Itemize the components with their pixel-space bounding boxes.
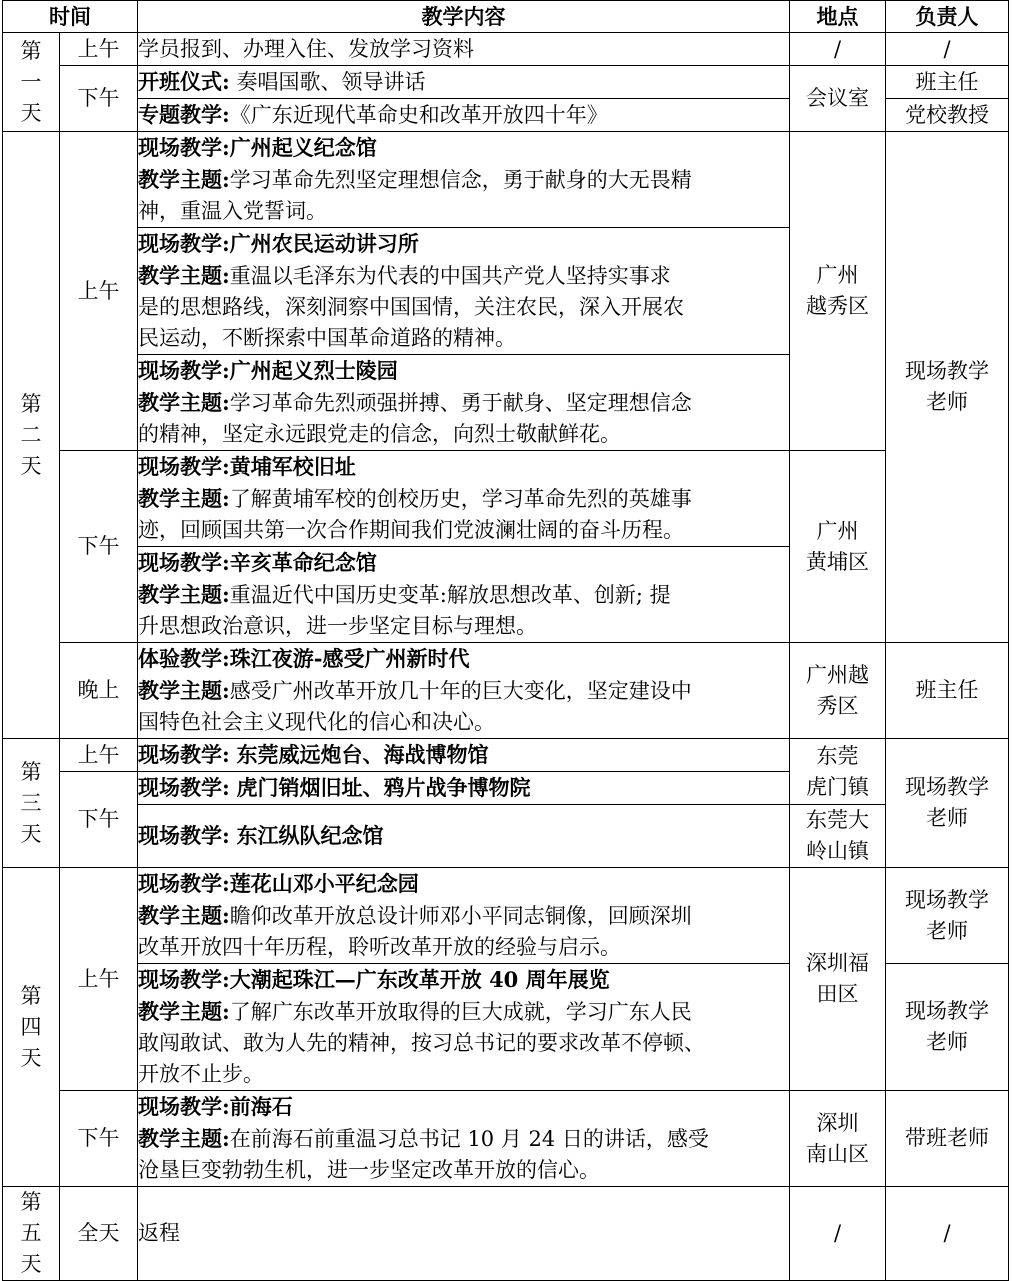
- period-pm: 下午: [60, 1091, 138, 1187]
- location-cell: 广州越 秀区: [790, 643, 886, 739]
- day-2: 第 二 天: [3, 132, 60, 739]
- table-header-row: [3, 1, 1009, 33]
- content-cell: 现场教学:莲花山邓小平纪念园 教学主题:瞻仰改革开放总设计师邓小平同志铜像，回顾深圳 改革开放四十年历程，聆听改革开放的经验与启示。: [138, 868, 790, 964]
- content-cell: 现场教学:广州起义纪念馆 教学主题:学习革命先烈坚定理想信念，勇于献身的大无畏精 神，重温入党誓词。: [138, 132, 790, 228]
- owner-cell: 带班老师: [886, 1091, 1009, 1187]
- period-all: 全天: [60, 1187, 138, 1281]
- table-row: [3, 1091, 1009, 1187]
- day-4: 第 四 天: [3, 868, 60, 1187]
- content-cell: 现场教学:前海石 教学主题:在前海石前重温习总书记 10 月 24 日的讲话，感受 沧垦巨变勃勃生机，进一步坚定改革开放的信心。: [138, 1091, 790, 1187]
- header-content: 教学内容: [138, 1, 790, 33]
- location-cell: /: [790, 33, 886, 66]
- owner-cell: 现场教学 老师: [886, 964, 1009, 1091]
- table-row: [3, 739, 1009, 772]
- location-cell: 东莞 虎门镇: [790, 739, 886, 805]
- period-am: 上午: [60, 739, 138, 772]
- content-cell: 现场教学:黄埔军校旧址 教学主题:了解黄埔军校的创校历史，学习革命先烈的英雄事 迹，回顾国共第一次合作期间我们党波澜壮阔的奋斗历程。: [138, 451, 790, 547]
- owner-cell: 现场教学 老师: [886, 739, 1009, 868]
- location-cell: 广州 越秀区: [790, 132, 886, 451]
- day-5: 第 五 天: [3, 1187, 60, 1281]
- content-cell: 现场教学:广州农民运动讲习所 教学主题:重温以毛泽东为代表的中国共产党人坚持实事求 是的思想路线，深刻洞察中国国情，关注农民，深入开展农 民运动，不断探索中国革命道路的精神。: [138, 228, 790, 355]
- owner-cell: /: [886, 1187, 1009, 1281]
- content-cell: 现场教学:广州起义烈士陵园 教学主题:学习革命先烈顽强拼搏、勇于献身、坚定理想信念 的精神，坚定永远跟党走的信念，向烈士敬献鲜花。: [138, 355, 790, 451]
- content-cell: 现场教学: 东江纵队纪念馆: [138, 805, 790, 868]
- day-1: 第 一 天: [3, 33, 60, 132]
- location-cell: 会议室: [790, 66, 886, 132]
- owner-cell: 现场教学 老师: [886, 132, 1009, 643]
- period-am: 上午: [60, 132, 138, 451]
- owner-cell: 班主任: [886, 66, 1009, 99]
- table-row: [3, 66, 1009, 99]
- schedule-table: [2, 0, 1009, 1281]
- header-time: 时间: [3, 1, 138, 33]
- content-cell: 现场教学:辛亥革命纪念馆 教学主题:重温近代中国历史变革:解放思想改革、创新; 提 升思想政治意识，进一步坚定目标与理想。: [138, 547, 790, 643]
- period-am: 上午: [60, 33, 138, 66]
- table-row: [3, 33, 1009, 66]
- content-cell: 学员报到、办理入住、发放学习资料: [138, 33, 790, 66]
- content-cell: 开班仪式: 奏唱国歌、领导讲话: [138, 66, 790, 99]
- content-cell: 现场教学: 虎门销烟旧址、鸦片战争博物院: [138, 772, 790, 805]
- content-cell: 现场教学:大潮起珠江—广东改革开放 40 周年展览 教学主题:了解广东改革开放取得的巨大成就，学习广东人民 敢闯敢试、敢为人先的精神，按习总书记的要求改革不停顿、 开放不止步。: [138, 964, 790, 1091]
- table-row: [3, 805, 1009, 868]
- location-cell: 东莞大 岭山镇: [790, 805, 886, 868]
- location-cell: 深圳 南山区: [790, 1091, 886, 1187]
- table-row: [3, 1187, 1009, 1281]
- period-pm: 下午: [60, 451, 138, 643]
- day-3: 第 三 天: [3, 739, 60, 868]
- table-row: [3, 132, 1009, 228]
- period-pm: 下午: [60, 772, 138, 868]
- period-pm: 下午: [60, 66, 138, 132]
- owner-cell: /: [886, 33, 1009, 66]
- location-cell: 深圳福 田区: [790, 868, 886, 1091]
- content-cell: 专题教学:《广东近现代革命史和改革开放四十年》: [138, 99, 790, 132]
- location-cell: /: [790, 1187, 886, 1281]
- content-cell: 体验教学:珠江夜游-感受广州新时代 教学主题:感受广州改革开放几十年的巨大变化，坚定建设中 国特色社会主义现代化的信心和决心。: [138, 643, 790, 739]
- content-cell: 现场教学: 东莞威远炮台、海战博物馆: [138, 739, 790, 772]
- content-cell: 返程: [138, 1187, 790, 1281]
- table-row: [3, 868, 1009, 964]
- owner-cell: 班主任: [886, 643, 1009, 739]
- period-am: 上午: [60, 868, 138, 1091]
- table-row: [3, 643, 1009, 739]
- header-location: 地点: [790, 1, 886, 33]
- owner-cell: 现场教学 老师: [886, 868, 1009, 964]
- owner-cell: 党校教授: [886, 99, 1009, 132]
- header-owner: 负责人: [886, 1, 1009, 33]
- table-row: [3, 451, 1009, 547]
- location-cell: 广州 黄埔区: [790, 451, 886, 643]
- period-eve: 晚上: [60, 643, 138, 739]
